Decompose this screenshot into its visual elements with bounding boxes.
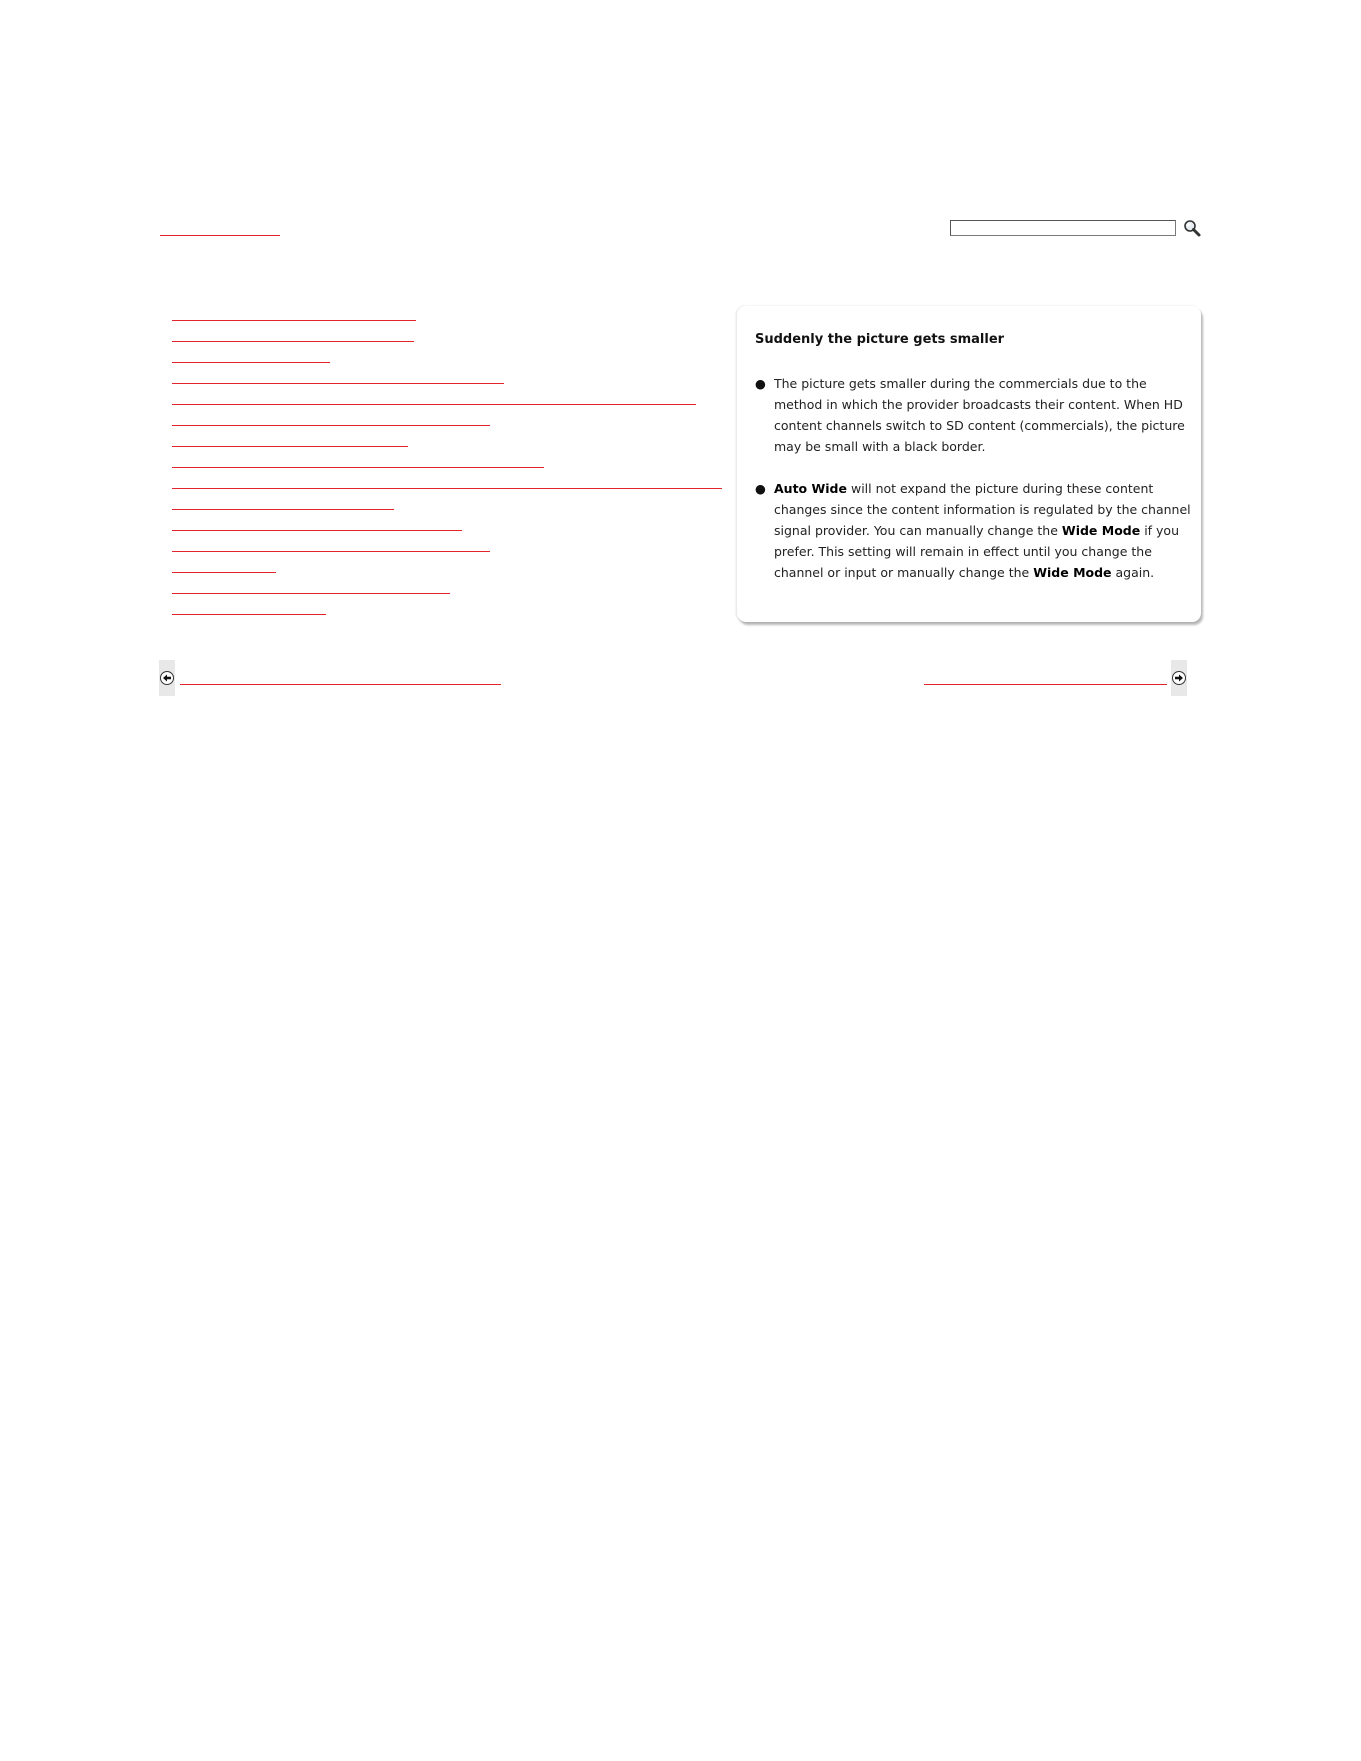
bullet-text-segment: if you prefer. This setting will remain in effect until you change the channel or input or manually change the xyxy=(774,523,1180,580)
prev-arrow-icon[interactable] xyxy=(160,671,174,685)
content-panel xyxy=(737,306,1201,622)
nav-link-4[interactable] xyxy=(172,383,504,384)
bullet-dot: ● xyxy=(755,376,766,391)
search-input[interactable] xyxy=(950,220,1176,236)
bold-term: Wide Mode xyxy=(1033,565,1112,580)
nav-link-1[interactable] xyxy=(172,320,416,321)
bullet-text-segment: will not expand the picture during these content changes since the content information is regulated by the channel signal provider. You can manually change the xyxy=(774,481,1191,538)
magnifier-icon xyxy=(1182,218,1202,238)
nav-link-6[interactable] xyxy=(172,425,490,426)
bold-term: Wide Mode xyxy=(1061,523,1141,538)
nav-link-15[interactable] xyxy=(172,614,326,615)
bullet-text-1: The picture gets smaller during the commercials due to the method in which the provider broadcasts their content. When HD content channels switch to SD content (commercials), the picture may be small with a black border. xyxy=(774,376,1185,454)
nav-link-12[interactable] xyxy=(172,551,490,552)
search-button[interactable] xyxy=(1182,218,1202,238)
bullet-dot: ● xyxy=(755,481,766,496)
panel-title: Suddenly the picture gets smaller xyxy=(755,332,1005,347)
next-page-link[interactable] xyxy=(924,684,1167,685)
next-arrow-icon[interactable] xyxy=(1172,671,1186,685)
bullet-text-2 xyxy=(774,478,1194,583)
nav-link-7[interactable] xyxy=(172,446,408,447)
nav-link-3[interactable] xyxy=(172,362,330,363)
nav-link-11[interactable] xyxy=(172,530,462,531)
nav-link-10[interactable] xyxy=(172,509,394,510)
top-link[interactable] xyxy=(160,235,280,236)
prev-page-link[interactable] xyxy=(180,684,501,685)
nav-link-5[interactable] xyxy=(172,404,696,405)
bold-term: Auto Wide xyxy=(774,481,847,496)
nav-link-14[interactable] xyxy=(172,593,450,594)
nav-link-2[interactable] xyxy=(172,341,414,342)
nav-link-13[interactable] xyxy=(172,572,276,573)
nav-link-9[interactable] xyxy=(172,488,722,489)
bullet-text-segment: again. xyxy=(1111,565,1155,580)
nav-link-8[interactable] xyxy=(172,467,544,468)
